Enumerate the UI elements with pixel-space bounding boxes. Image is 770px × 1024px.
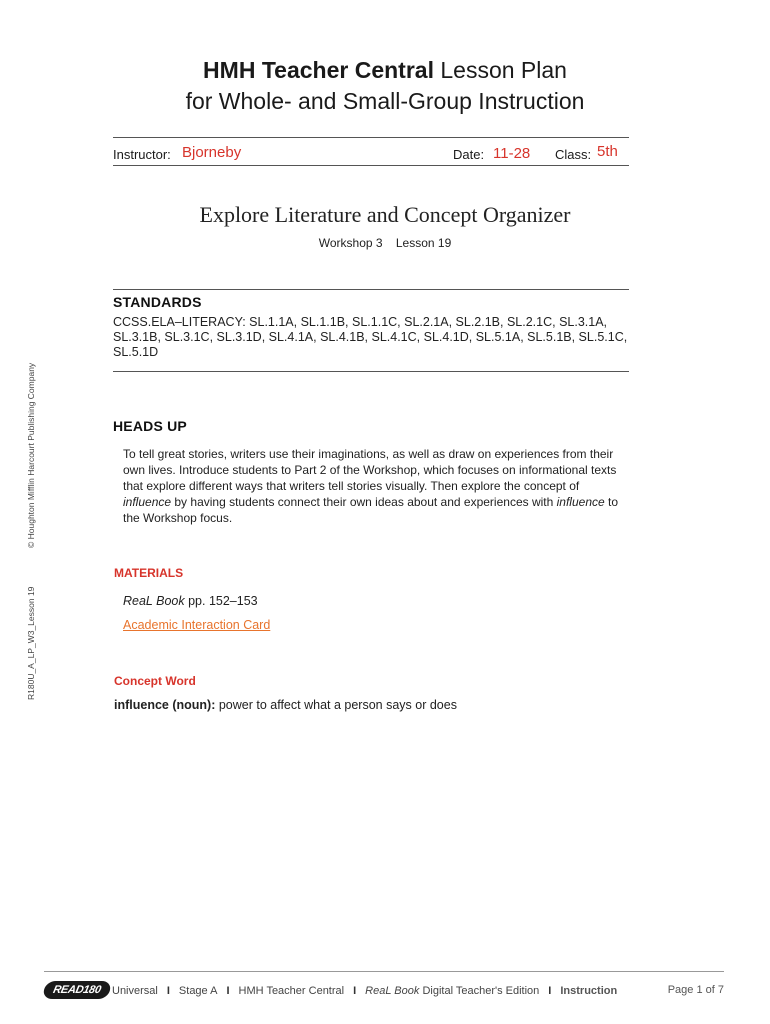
concept-heading: Concept Word [114, 674, 196, 688]
instructor-label: Instructor: [113, 147, 171, 162]
footer-instruction: Instruction [560, 985, 618, 997]
academic-interaction-card-link[interactable]: Academic Interaction Card [123, 618, 271, 632]
footer-stage: Stage A [178, 985, 218, 997]
heads-up-part2: by having students connect their own ideas about and experiences with [171, 495, 557, 509]
page-number: Page 1 of 7 [667, 984, 724, 996]
heads-up-part3: to the Workshop focus. [123, 495, 619, 525]
heads-up-em2: influence [556, 495, 605, 509]
footer-separator: I [166, 985, 170, 997]
instructor-field[interactable]: Bjorneby [182, 144, 242, 161]
footer-separator: I [548, 985, 552, 997]
standards-text: CCSS.ELA–LITERACY: SL.1.1A, SL.1.1B, SL.1.1C, SL.2.1A, SL.2.1B, SL.2.1C, SL.3.1A, SL.3.1B, SL.3.1C, SL.3.1D, SL.4.1A, SL.4.1B, SL.4.1C, SL.4.1D, SL.5.1A, SL.5.1B, SL.5.1C, SL.5.1D [113, 315, 628, 359]
concept-meaning: power to affect what a person says or does [215, 698, 457, 712]
footer-realbook: ReaL Book [365, 985, 420, 997]
copyright-text: © Houghton Mifflin Harcourt Publishing Company [26, 362, 36, 548]
date-field[interactable]: 11-28 [493, 145, 531, 162]
concept-term: influence (noun): [114, 698, 216, 712]
footer-central: HMH Teacher Central [238, 985, 345, 997]
title-bold: HMH Teacher Central [203, 57, 434, 83]
class-label: Class: [555, 147, 592, 162]
concept-definition [114, 698, 457, 712]
footer-separator: I [226, 985, 230, 997]
footer-separator: I [353, 985, 357, 997]
heads-up-heading: HEADS UP [113, 418, 187, 434]
heads-up-part1: To tell great stories, writers use their imaginations, as well as draw on experiences from their own lives. Introduce students to Part 2 of the Workshop, which focuses on informational texts that explore different ways that writers tell stories visually. Then explore the concept of [123, 447, 617, 493]
footer-rule [44, 971, 724, 972]
standards-bottom-rule [113, 371, 629, 372]
footer-universal: Universal [112, 985, 158, 997]
info-bottom-rule [113, 165, 629, 166]
heads-up-text [123, 446, 623, 526]
materials-book [123, 594, 258, 608]
page-title [0, 57, 770, 84]
book-pages: pp. 152–153 [184, 594, 258, 608]
info-top-rule [113, 137, 629, 138]
book-title: ReaL Book [123, 594, 185, 608]
lesson-subtitle: Workshop 3 Lesson 19 [318, 236, 452, 250]
date-label: Date: [453, 147, 485, 162]
class-field[interactable]: 5th [597, 143, 618, 160]
title-regular: Lesson Plan [433, 57, 567, 83]
footer-nav [112, 985, 617, 997]
read180-logo: READ180 [42, 981, 112, 999]
standards-heading: STANDARDS [113, 294, 202, 310]
page-subtitle: for Whole- and Small-Group Instruction [185, 88, 585, 114]
lesson-title: Explore Literature and Concept Organizer [199, 202, 571, 227]
materials-heading: MATERIALS [114, 566, 184, 580]
footer-edition: Digital Teacher's Edition [419, 985, 540, 997]
lesson-code-text: R180U_A_LP_W3_Lesson 19 [26, 586, 36, 700]
standards-top-rule [113, 289, 629, 290]
heads-up-em1: influence [123, 495, 172, 509]
